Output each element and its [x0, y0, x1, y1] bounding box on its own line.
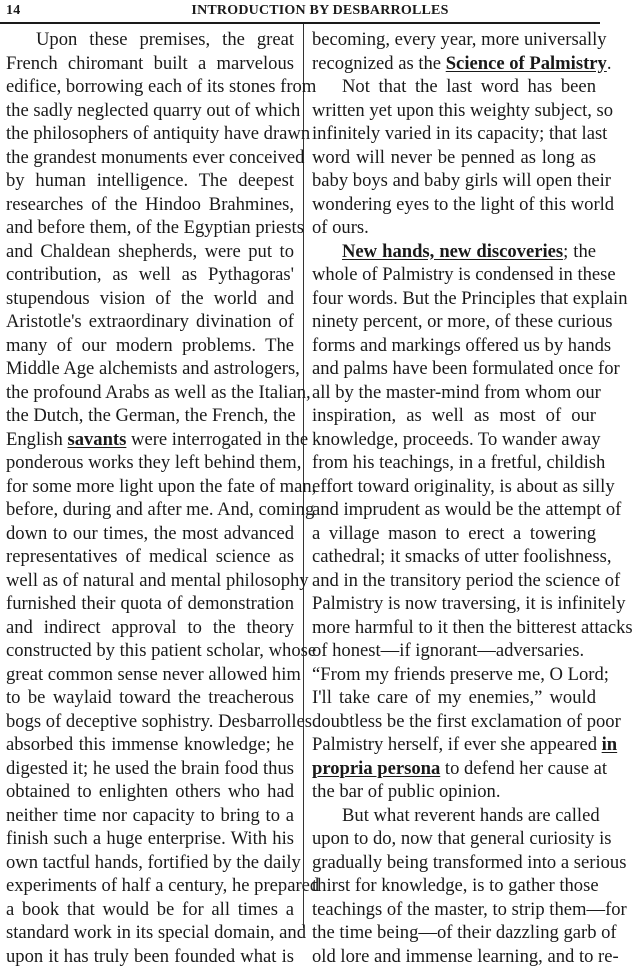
text-line: a village mason to erect a towering: [312, 522, 596, 546]
text-line: stupendous vision of the world and: [6, 287, 294, 311]
text-line: and imprudent as would be the attempt of: [312, 498, 596, 522]
text-line: [312, 733, 596, 757]
text-line: Palmistry is now traversing, it is infinitely: [312, 592, 596, 616]
text-line: of ours.: [312, 216, 596, 240]
text-line: infinitely varied in its capacity; that last: [312, 122, 596, 146]
left-column: [6, 28, 294, 928]
page-number: 14: [6, 3, 21, 19]
text-segment: were interrogated in the: [126, 429, 308, 450]
text-line: effort toward originality, is about as silly: [312, 475, 596, 499]
text-line: researches of the Hindoo Brahmines,: [6, 193, 294, 217]
text-line: furnished their quota of demonstration: [6, 592, 294, 616]
text-line: bogs of deceptive sophistry. Desbarrolles: [6, 710, 294, 734]
text-line: [6, 428, 294, 452]
text-line: finish such a huge enterprise. With his: [6, 827, 294, 851]
page-header: [0, 0, 600, 24]
text-segment: to defend her cause at: [440, 758, 607, 779]
text-line: the philosophers of antiquity have drawn: [6, 122, 294, 146]
text-line: Not that the last word has been: [312, 75, 596, 99]
text-line: wondering eyes to the light of this world: [312, 193, 596, 217]
text-line: the sadly neglected quarry out of which: [6, 99, 294, 123]
text-line: all by the master-mind from whom our: [312, 381, 596, 405]
text-line: upon to do, now that general curiosity is: [312, 827, 596, 851]
text-line: Aristotle's extraordinary divination of: [6, 310, 294, 334]
text-line: standard work in its special domain, and: [6, 921, 294, 945]
emphasized-term: New hands, new discoveries: [342, 241, 563, 262]
text-line: to be waylaid toward the treacherous: [6, 686, 294, 710]
text-line: four words. But the Principles that explain: [312, 287, 596, 311]
emphasized-term: Science of Palmistry: [446, 53, 607, 74]
text-line: French chiromant built a marvelous: [6, 52, 294, 76]
text-line: well as of natural and mental philosophy: [6, 569, 294, 593]
right-column: [312, 28, 596, 928]
text-line: Middle Age alchemists and astrologers,: [6, 357, 294, 381]
running-head: INTRODUCTION BY DESBARROLLES: [40, 3, 600, 19]
text-line: [312, 240, 596, 264]
text-line: the grandest monuments ever conceived: [6, 146, 294, 170]
text-line: by human intelligence. The deepest: [6, 169, 294, 193]
text-line: I'll take care of my enemies,” would: [312, 686, 596, 710]
text-line: ninety percent, or more, of these curious: [312, 310, 596, 334]
text-line: teachings of the master, to strip them—for: [312, 898, 596, 922]
text-segment: English: [6, 429, 67, 450]
text-line: baby boys and baby girls will open their: [312, 169, 596, 193]
text-line: doubtless be the first exclamation of poor: [312, 710, 596, 734]
text-line: representatives of medical science as: [6, 545, 294, 569]
text-line: gradually being transformed into a serious: [312, 851, 596, 875]
text-segment: ; the: [563, 241, 596, 262]
text-segment: .: [607, 53, 612, 74]
emphasized-term: propria persona: [312, 758, 440, 779]
text-line: written yet upon this weighty subject, so: [312, 99, 596, 123]
text-line: many of our modern problems. The: [6, 334, 294, 358]
text-line: before, during and after me. And, coming: [6, 498, 294, 522]
text-line: and before them, of the Egyptian priests: [6, 216, 294, 240]
text-line: knowledge, proceeds. To wander away: [312, 428, 596, 452]
text-line: constructed by this patient scholar, whose: [6, 639, 294, 663]
emphasized-term: in: [602, 734, 618, 755]
text-line: obtained to enlighten others who had: [6, 780, 294, 804]
text-line: great common sense never allowed him: [6, 663, 294, 687]
text-line: and palms have been formulated once for: [312, 357, 596, 381]
text-line: old lore and immense learning, and to re-: [312, 945, 596, 968]
text-line: word will never be penned as long as: [312, 146, 596, 170]
text-line: for some more light upon the fate of man,: [6, 475, 294, 499]
text-line: “From my friends preserve me, O Lord;: [312, 663, 596, 687]
text-line: [312, 52, 596, 76]
text-line: the Dutch, the German, the French, the: [6, 404, 294, 428]
text-line: [312, 757, 596, 781]
text-line: digested it; he used the brain food thus: [6, 757, 294, 781]
text-line: from his teachings, in a fretful, childish: [312, 451, 596, 475]
emphasized-term: savants: [67, 429, 126, 450]
text-line: and in the transitory period the science of: [312, 569, 596, 593]
text-line: cathedral; it smacks of utter foolishness,: [312, 545, 596, 569]
text-line: absorbed this immense knowledge; he: [6, 733, 294, 757]
text-line: inspiration, as well as most of our: [312, 404, 596, 428]
text-line: ponderous works they left behind them,: [6, 451, 294, 475]
header-rule: [0, 22, 600, 24]
text-line: forms and markings offered us by hands: [312, 334, 596, 358]
text-line: more harmful to it then the bitterest attacks: [312, 616, 596, 640]
text-line: But what reverent hands are called: [312, 804, 596, 828]
text-line: own tactful hands, fortified by the daily: [6, 851, 294, 875]
text-line: and indirect approval to the theory: [6, 616, 294, 640]
text-line: and Chaldean shepherds, were put to: [6, 240, 294, 264]
text-line: a book that would be for all times a: [6, 898, 294, 922]
text-line: the time being—of their dazzling garb of: [312, 921, 596, 945]
text-line: whole of Palmistry is condensed in these: [312, 263, 596, 287]
text-line: of honest—if ignorant—adversaries.: [312, 639, 596, 663]
text-line: experiments of half a century, he prepared: [6, 874, 294, 898]
text-line: the bar of public opinion.: [312, 780, 596, 804]
text-line: down to our times, the most advanced: [6, 522, 294, 546]
text-line: the profound Arabs as well as the Italian,: [6, 381, 294, 405]
text-segment: recognized as the: [312, 53, 446, 74]
text-line: thirst for knowledge, is to gather those: [312, 874, 596, 898]
text-line: edifice, borrowing each of its stones from: [6, 75, 294, 99]
text-segment: Palmistry herself, if ever she appeared: [312, 734, 602, 755]
text-line: Upon these premises, the great: [6, 28, 294, 52]
text-line: becoming, every year, more universally: [312, 28, 596, 52]
text-line: contribution, as well as Pythagoras': [6, 263, 294, 287]
text-line: neither time nor capacity to bring to a: [6, 804, 294, 828]
text-line: upon it has truly been founded what is: [6, 945, 294, 968]
